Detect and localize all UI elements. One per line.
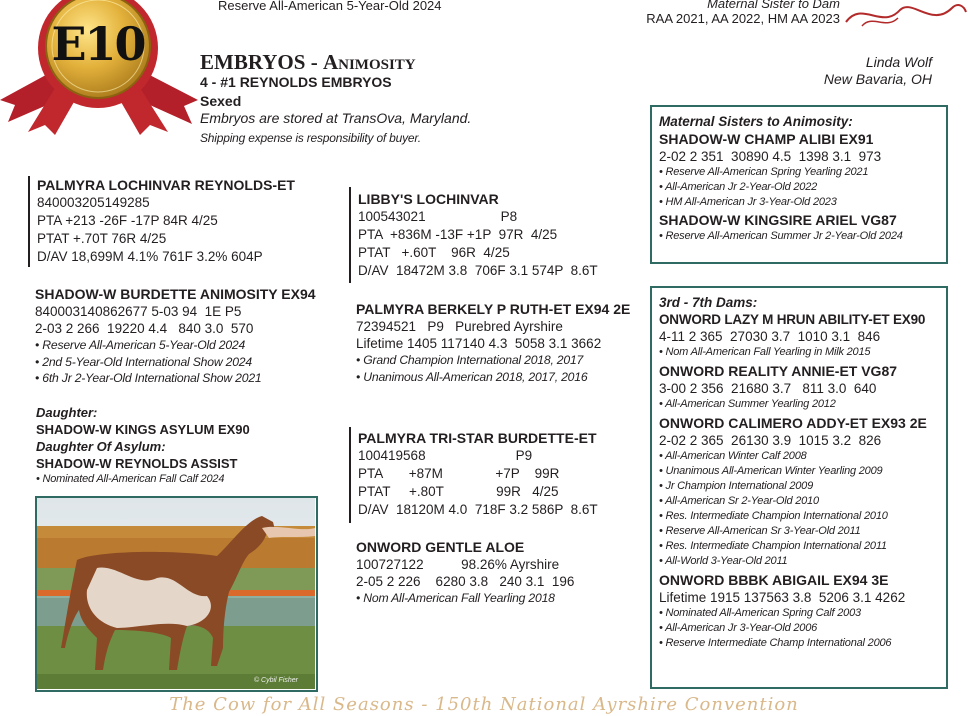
ancestor-line: Lifetime 1915 137563 3.8 5206 3.1 4262 <box>659 590 906 605</box>
ancestor-honor-text: All-American Winter Calf 2008 <box>665 450 807 462</box>
sister-line: 2-02 2 351 30890 4.5 1398 3.1 973 <box>659 149 882 164</box>
pedigree-name: LIBBY'S LOCHINVAR <box>358 191 499 207</box>
dam-honor: • Reserve All-American 5-Year-Old 2024 <box>35 338 246 352</box>
dams-3-7-title: 3rd - 7th Dams: <box>659 295 758 310</box>
sire-line: PTA +213 -26F -17P 84R 4/25 <box>37 213 218 228</box>
sister-name: SHADOW-W CHAMP ALIBI EX91 <box>659 131 874 147</box>
ancestor-honor: • All-American Sr 2-Year-Old 2010 <box>659 495 819 507</box>
photo-credit: © Cybil Fisher <box>253 677 298 684</box>
pedigree-honor-text: Unanimous All-American 2018, 2017, 2016 <box>363 369 588 384</box>
pedigree-line: 72394521 P9 Purebred Ayrshire <box>356 319 563 334</box>
ancestor-name: ONWORD REALITY ANNIE-ET VG87 <box>659 363 898 379</box>
ancestor-honor-text: Nom All-American Fall Yearling in Milk 2015 <box>665 346 871 358</box>
pedigree-line: D/AV 18472M 3.8 706F 3.1 574P 8.6T <box>358 263 598 278</box>
ancestor-line: 2-02 2 365 26130 3.9 1015 3.2 826 <box>659 433 882 448</box>
sister-honor: • All-American Jr 2-Year-Old 2022 <box>659 181 818 193</box>
sister-honor-text: Reserve All-American Spring Yearling 2021 <box>665 166 869 178</box>
pedigree-line: PTAT +.80T 99R 4/25 <box>358 484 559 499</box>
dams-3-7-box <box>650 286 948 689</box>
ancestor-honor: • Reserve Intermediate Champ International 2006 <box>659 637 892 649</box>
sire-line: 840003205149285 <box>37 195 150 210</box>
ancestor-honor-text: All-American Sr 2-Year-Old 2010 <box>665 495 819 507</box>
dam-block <box>35 285 345 387</box>
pedigree-honor: • Grand Champion International 2018, 2017 <box>356 353 584 367</box>
sister-honor-text: All-American Jr 2-Year-Old 2022 <box>665 181 818 193</box>
ancestor-honor-text: All-American Summer Yearling 2012 <box>665 398 836 410</box>
granddaughter-name: SHADOW-W REYNOLDS ASSIST <box>36 456 238 471</box>
maternal-sisters-box <box>650 105 948 264</box>
ancestor-name: ONWORD LAZY M HRUN ABILITY-ET EX90 <box>659 312 926 327</box>
pedigree-name: ONWORD GENTLE ALOE <box>356 539 525 555</box>
lot-title <box>200 50 416 74</box>
ancestor-honor: • Nominated All-American Spring Calf 2003 <box>659 607 861 619</box>
pedigree-sire-of-granddam <box>349 427 649 523</box>
pedigree-line: 2-05 2 226 6280 3.8 240 3.1 196 <box>356 574 575 589</box>
ancestor-honor-text: Jr Champion International 2009 <box>665 480 814 492</box>
pedigree-line: D/AV 18120M 4.0 718F 3.2 586P 8.6T <box>358 502 598 517</box>
sister-honor-text: HM All-American Jr 3-Year-Old 2023 <box>665 196 837 208</box>
dam-name: SHADOW-W BURDETTE ANIMOSITY EX94 <box>35 286 316 302</box>
ancestor-honor-text: Res. Intermediate Champion International 2011 <box>665 540 887 552</box>
pedigree-name: PALMYRA BERKELY P RUTH-ET EX94 2E <box>356 301 631 317</box>
ancestor-honor-text: Reserve Intermediate Champ International 2006 <box>665 637 892 649</box>
ancestor-honor-text: All-World 3-Year-Old 2011 <box>665 555 788 567</box>
ancestor-honor: • All-American Summer Yearling 2012 <box>659 398 836 410</box>
pedigree-name: PALMYRA TRI-STAR BURDETTE-ET <box>358 430 597 446</box>
pedigree-granddam <box>356 538 646 607</box>
sister-honor-text: Reserve All-American Summer Jr 2-Year-Old 2024 <box>665 230 903 242</box>
maternal-sisters-title: Maternal Sisters to Animosity: <box>659 114 853 129</box>
dam-honor: • 6th Jr 2-Year-Old International Show 2021 <box>35 371 262 386</box>
ancestor-honor-text: Unanimous All-American Winter Yearling 2009 <box>665 465 883 477</box>
sister-honor: • Reserve All-American Spring Yearling 2021 <box>659 166 869 178</box>
ancestor-honor-text: Res. Intermediate Champion International 2010 <box>665 510 888 522</box>
daughter-label: Daughter: <box>36 405 98 420</box>
sister-honor: • Reserve All-American Summer Jr 2-Year-Old 2024 <box>659 230 903 242</box>
dam-line: 840003140862677 5-03 94 1E P5 <box>35 304 242 319</box>
maternal-sister-label: Maternal Sister to Dam <box>707 0 840 11</box>
ancestor-honor: • Res. Intermediate Champion International 2011 <box>659 540 887 552</box>
pedigree-dam-of-dam <box>356 300 646 385</box>
granddaughter-honor: • Nominated All-American Fall Calf 2024 <box>36 473 225 485</box>
pedigree-line: 100419568 P9 <box>358 448 533 463</box>
pedigree-line: PTAT +.60T 96R 4/25 <box>358 245 510 260</box>
ancestor-honor: • Jr Champion International 2009 <box>659 480 814 492</box>
sire-name: PALMYRA LOCHINVAR REYNOLDS-ET <box>37 177 295 193</box>
granddaughter-label: Daughter Of Asylum: <box>36 439 166 454</box>
pedigree-honor-text: Nom All-American Fall Yearling 2018 <box>363 591 555 605</box>
shipping-note: Shipping expense is responsibility of buyer. <box>200 131 421 145</box>
ancestor-line: 4-11 2 365 27030 3.7 1010 3.1 846 <box>659 329 881 344</box>
footer-tagline: The Cow for All Seasons - 150th National Ayrshire Convention <box>169 694 799 715</box>
dam-honor-text: 6th Jr 2-Year-Old International Show 2021 <box>42 371 262 386</box>
ancestor-honor-text: Reserve All-American Sr 3-Year-Old 2011 <box>665 525 861 537</box>
ancestor-honor: • All-American Winter Calf 2008 <box>659 450 807 462</box>
ancestor-honor: • Res. Intermediate Champion International 2010 <box>659 510 888 522</box>
sire-line: D/AV 18,699M 4.1% 761F 3.2% 604P <box>37 249 263 264</box>
pedigree-line: PTA +836M -13F +1P 97R 4/25 <box>358 227 558 242</box>
pedigree-sire-of-dam <box>349 187 649 283</box>
pedigree-line: 100543021 P8 <box>358 209 518 224</box>
storage-note: Embryos are stored at TransOva, Maryland. <box>200 110 472 126</box>
ancestor-name: ONWORD BBBK ABIGAIL EX94 3E <box>659 572 889 588</box>
daughter-name: SHADOW-W KINGS ASYLUM EX90 <box>36 422 250 437</box>
pedigree-line: Lifetime 1405 117140 4.3 5058 3.1 3662 <box>356 336 602 351</box>
top-center-honor: Reserve All-American 5-Year-Old 2024 <box>218 0 442 13</box>
title-main: EMBRYOS <box>200 50 306 74</box>
ancestor-honor: • Unanimous All-American Winter Yearling 2009 <box>659 465 883 477</box>
cow-photo-illustration <box>37 498 315 689</box>
sire-line: PTAT +.70T 76R 4/25 <box>37 231 167 246</box>
dam-honor-text: 2nd 5-Year-Old International Show 2024 <box>42 354 252 369</box>
daughters-block <box>36 404 336 487</box>
sexed-label: Sexed <box>200 93 242 109</box>
title-sep: - <box>305 50 323 74</box>
owner <box>760 54 932 88</box>
dam-line: 2-03 2 266 19220 4.4 840 3.0 570 <box>35 321 254 336</box>
pedigree-line: PTA +87M +7P 99R <box>358 466 560 481</box>
sister-name: SHADOW-W KINGSIRE ARIEL VG87 <box>659 212 897 228</box>
pedigree-honor: • Unanimous All-American 2018, 2017, 2016 <box>356 369 588 384</box>
maternal-sister-honors: RAA 2021, AA 2022, HM AA 2023 <box>646 11 840 26</box>
title-name: Animosity <box>322 50 416 74</box>
granddaughter-honor-text: Nominated All-American Fall Calf 2024 <box>42 473 225 485</box>
dam-honor-text: Reserve All-American 5-Year-Old 2024 <box>42 338 246 352</box>
pedigree-honor: • Nom All-American Fall Yearling 2018 <box>356 591 555 605</box>
ancestor-honor: • Reserve All-American Sr 3-Year-Old 2011 <box>659 525 861 537</box>
dam-honor: • 2nd 5-Year-Old International Show 2024 <box>35 354 252 369</box>
e10-badge <box>0 0 200 135</box>
badge-label: E10 <box>51 17 145 71</box>
ancestor-line: 3-00 2 356 21680 3.7 811 3.0 640 <box>659 381 877 396</box>
owner-name: Linda Wolf <box>865 54 932 70</box>
ancestor-honor-text: All-American Jr 3-Year-Old 2006 <box>665 622 818 634</box>
ancestor-honor-text: Nominated All-American Spring Calf 2003 <box>665 607 861 619</box>
lot-subtitle: 4 - #1 REYNOLDS EMBRYOS <box>200 74 392 90</box>
ancestor-name: ONWORD CALIMERO ADDY-ET EX93 2E <box>659 415 927 431</box>
pedigree-honor-text: Grand Champion International 2018, 2017 <box>363 353 584 367</box>
ancestor-honor: • All-American Jr 3-Year-Old 2006 <box>659 622 818 634</box>
cow-photo <box>35 496 318 692</box>
sire-block <box>28 176 344 267</box>
decorative-swirl-icon <box>842 0 968 34</box>
sister-honor: • HM All-American Jr 3-Year-Old 2023 <box>659 196 837 208</box>
ancestor-honor: • All-World 3-Year-Old 2011 <box>659 555 788 567</box>
top-right-note <box>606 0 840 26</box>
pedigree-line: 100727122 98.26% Ayrshire <box>356 557 560 572</box>
ancestor-honor: • Nom All-American Fall Yearling in Milk 2015 <box>659 346 871 358</box>
owner-location: New Bavaria, OH <box>823 71 932 87</box>
